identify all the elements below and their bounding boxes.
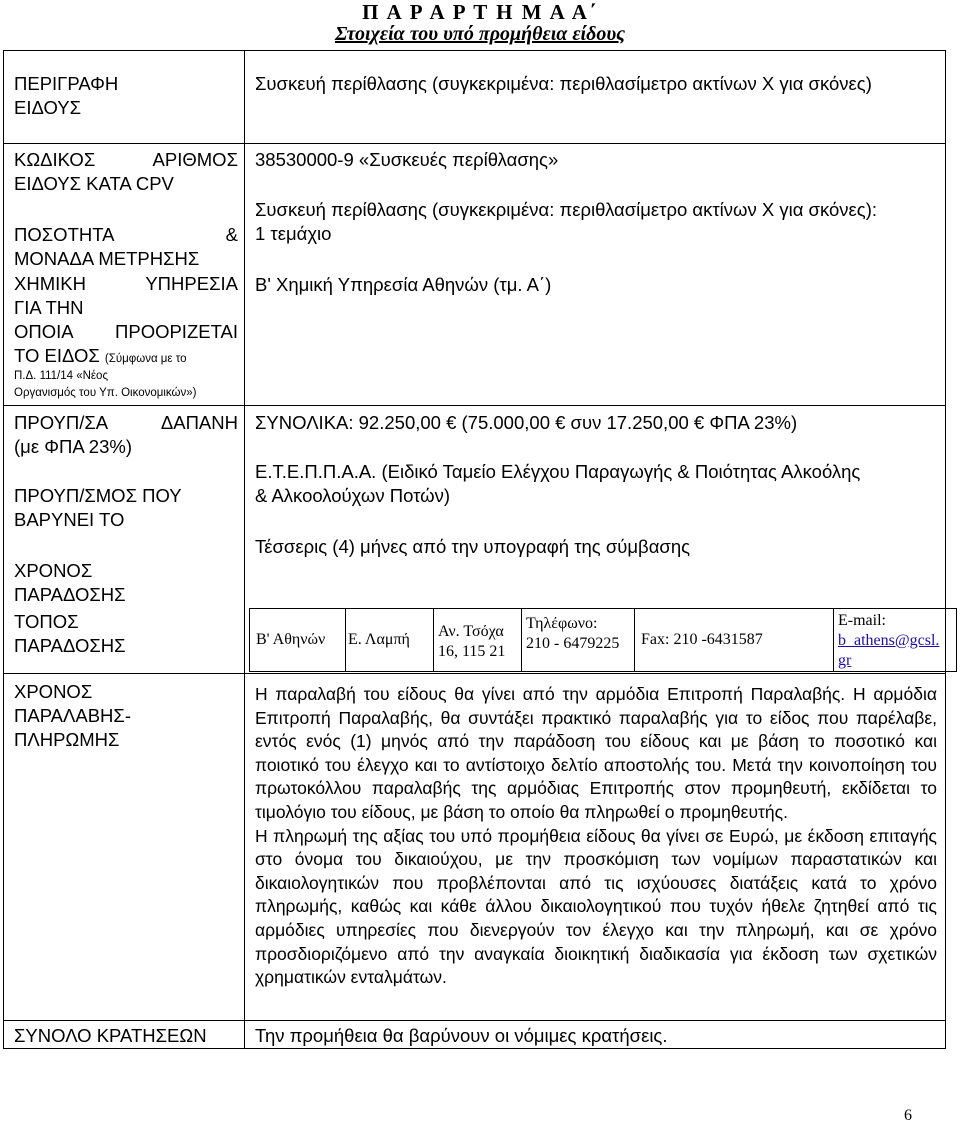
value-receipt-payment xyxy=(255,683,937,990)
delivery-fax: Fax: 210 -6431587 xyxy=(641,631,763,648)
label-budget: ΠΡΟΥΠ/ΣΑ ΔΑΠΑΝΗ (με ΦΠΑ 23%) xyxy=(14,412,238,457)
value-fund: Ε.Τ.Ε.Π.Π.Α.Α. (Ειδικό Ταμείο Ελέγχου Παραγωγής & Ποιότητας Αλκοόλης & Αλκοολούχων Ποτών) xyxy=(255,461,861,506)
label-receipt-payment: ΧΡΟΝΟΣ ΠΑΡΑΛΑΒΗΣ- ΠΛΗΡΩΜΗΣ xyxy=(14,681,131,750)
cell-divider xyxy=(634,608,635,672)
value-deductions: Την προμήθεια θα βαρύνουν οι νόμιμες κρατήσεις. xyxy=(255,1025,668,1046)
label-quantity: ΠΟΣΟΤΗΤΑ & ΜΟΝΑΔΑ ΜΕΤΡΗΣΗΣ xyxy=(14,224,238,269)
label-cpv: ΚΩΔΙΚΟΣ ΑΡΙΘΜΟΣ ΕΙΔΟΥΣ ΚΑΤΑ CPV xyxy=(14,149,238,194)
value-delivery-time: Τέσσερις (4) μήνες από την υπογραφή της σύμβασης xyxy=(255,536,691,557)
label-fund: ΠΡΟΥΠ/ΣΜΟΣ ΠΟΥ ΒΑΡΥΝΕΙ ΤΟ xyxy=(14,485,182,530)
value-description: Συσκευή περίθλασης (συγκεκριμένα: περιθλασίμετρο ακτίνων Χ για σκόνες) xyxy=(255,73,872,94)
label-deductions: ΣΥΝΟΛΟ ΚΡΑΤΗΣΕΩΝ xyxy=(14,1025,207,1046)
payment-paragraph: Η πληρωμή της αξίας του υπό προμήθεια είδους θα γίνει σε Ευρώ, με έκδοση επιταγής στο όνομα του δικαιούχου, με την προσκόμιση των νομίμων παραστατικών και δικαιολογητικών που προβλέπονται από τις ισχύουσες διατάξεις κατά το χρόνο πληρωμής, καθώς και κάθε άλλου δικαιολογητικού που τυχόν ήθελε ζητηθεί από τις αρμόδιες υπηρεσίες που διενεργούν τον έλεγχο και την πληρωμή, και σε χρόνο προσδιοριζόμενο από την αναγκαία διοικητική διαδικασία για έκδοση των σχετικών χρηματικών ενταλμάτων. xyxy=(255,825,937,988)
row-divider xyxy=(3,405,946,406)
value-budget: ΣΥΝΟΛΙΚΑ: 92.250,00 € (75.000,00 € συν 17.250,00 € ΦΠΑ 23%) xyxy=(255,412,798,433)
email-link-continued[interactable]: gr xyxy=(838,652,852,669)
row-divider xyxy=(3,143,946,144)
cell-divider xyxy=(833,608,834,672)
email-link[interactable]: b_athens@gcsl. xyxy=(838,632,940,649)
cell-divider xyxy=(433,608,434,672)
cell-divider xyxy=(345,608,346,672)
label-delivery-place: ΤΟΠΟΣ ΠΑΡΑΔΟΣΗΣ xyxy=(14,611,126,656)
label-description: ΠΕΡΙΓΡΑΦΗ ΕΙΔΟΥΣ xyxy=(14,73,119,118)
column-divider xyxy=(244,50,245,1049)
annex-title: Π Α Ρ Α Ρ Τ Η Μ Α Α΄ xyxy=(362,0,598,24)
delivery-address: Αν. Τσόχα 16, 115 21 xyxy=(438,623,506,660)
annex-subtitle: Στοιχεία του υπό προμήθεια είδους xyxy=(334,23,626,45)
value-cpv: 38530000-9 «Συσκευές περίθλασης» xyxy=(255,149,559,170)
value-service: Β' Χημική Υπηρεσία Αθηνών (τμ. Α΄) xyxy=(255,274,552,295)
value-quantity: Συσκευή περίθλασης (συγκεκριμένα: περιθλασίμετρο ακτίνων Χ για σκόνες): 1 τεμάχιο xyxy=(255,199,877,244)
row-divider xyxy=(3,1020,946,1021)
page-number: 6 xyxy=(904,1107,912,1124)
row-divider xyxy=(3,673,946,674)
delivery-office: Β' Αθηνών xyxy=(256,631,326,648)
cell-divider xyxy=(521,608,522,672)
delivery-phone: Τηλέφωνο: 210 - 6479225 xyxy=(526,615,620,652)
receipt-paragraph: Η παραλαβή του είδους θα γίνει από την αρμόδια Επιτροπή Παραλαβής. Η αρμόδια Επιτροπή Παραλαβής, θα συντάξει πρακτικό παραλαβής για το είδος που παρέλαβε, εντός ενός (1) μηνός από την παράδοση του είδους και με βάση το ποσοτικό και ποιοτικό του έλεγχο και το αντίστοιχο δελτίο αποστολής του. Μετά την κοινοποίηση του πρωτοκόλλου παραλαβής της αρμόδιας Επιτροπής στον προμηθευτή, εκδίδεται το τιμολόγιο του είδους, με βάση το οποίο θα πληρωθεί ο προμηθευτής. xyxy=(255,684,937,822)
label-delivery-time: ΧΡΟΝΟΣ ΠΑΡΑΔΟΣΗΣ xyxy=(14,560,126,605)
label-service: ΧΗΜΙΚΗ ΥΠΗΡΕΣΙΑ ΓΙΑ ΤΗΝ ΟΠΟΙΑ ΠΡΟΟΡΙΖΕΤΑΙ ΤΟ ΕΙΔΟΣ (Σύμφωνα με το Π.Δ. 111/14 «Νέος Οργανισμός του Υπ. Οικονομικών») xyxy=(14,273,238,399)
delivery-contact: Ε. Λαμπή xyxy=(348,631,410,648)
delivery-email: E-mail: b_athens@gcsl. gr xyxy=(838,612,940,669)
